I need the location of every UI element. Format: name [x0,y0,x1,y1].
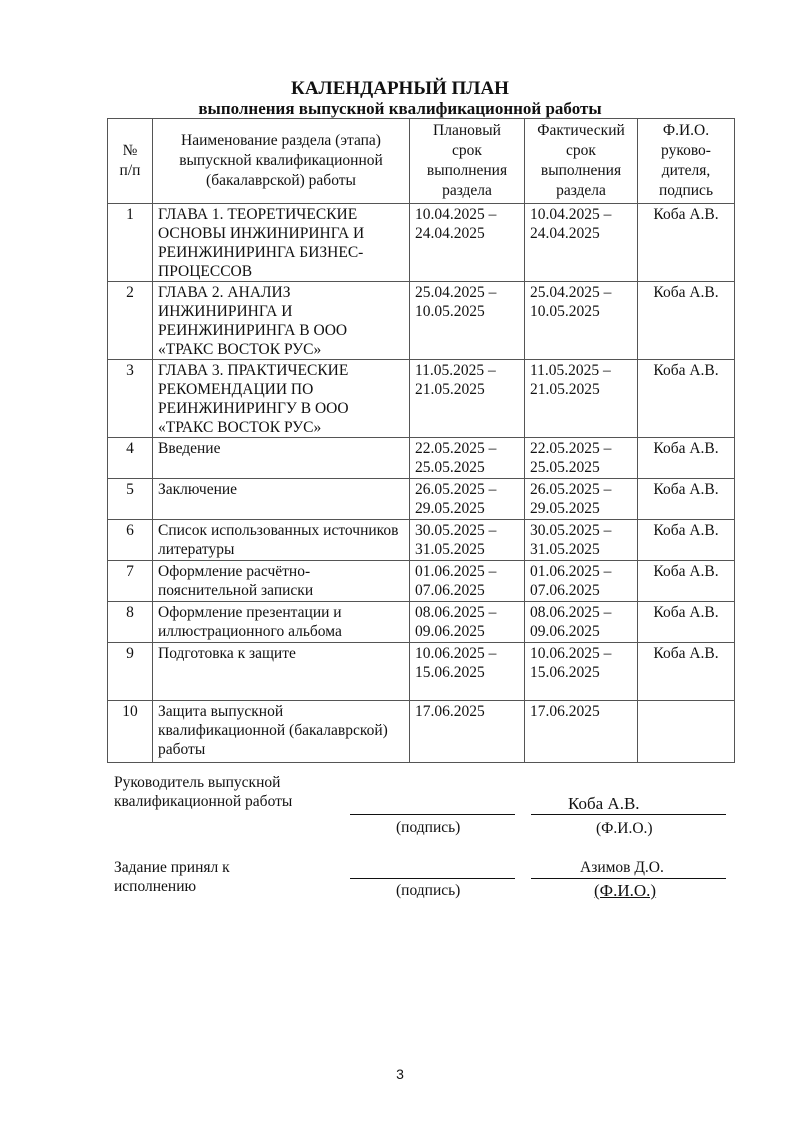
accepted-label-line: Задание принял к [114,859,230,876]
section-name: Оформление презентации и иллюстрационного альбома [153,602,410,643]
section-name: ГЛАВА 1. ТЕОРЕТИЧЕСКИЕ ОСНОВЫ ИНЖИНИРИНГА И РЕИНЖИНИРИНГА БИЗНЕС-ПРОЦЕССОВ [153,204,410,282]
row-number: 1 [108,204,153,282]
header-line: выполнения [540,162,622,179]
header-line: подпись [658,182,714,199]
section-name: Подготовка к защите [153,643,410,701]
row-number: 7 [108,561,153,602]
header-line: (бакалаврской) работы [206,172,356,189]
header-line: выпускной квалификационной [179,152,383,169]
planned-date: 25.04.2025 – 10.05.2025 [410,282,525,360]
header-line: срок [452,142,482,159]
header-line: руково- [661,142,711,159]
header-plan [410,119,525,204]
header-line: Плановый [433,122,501,139]
section-name: Список использованных источников литературы [153,520,410,561]
row-number: 8 [108,602,153,643]
row-number: 5 [108,479,153,520]
supervisor-name: Коба А.В. [568,794,640,813]
table-row [108,479,735,520]
actual-date: 10.04.2025 – 24.04.2025 [525,204,638,282]
actual-date: 17.06.2025 [525,701,638,763]
section-name: Оформление расчётно-пояснительной записки [153,561,410,602]
planned-date: 11.05.2025 – 21.05.2025 [410,360,525,438]
table-row [108,282,735,360]
planned-date: 17.06.2025 [410,701,525,763]
actual-date: 22.05.2025 – 25.05.2025 [525,438,638,479]
header-line: № [122,142,138,159]
supervisor-cell: Коба А.В. [638,520,735,561]
table-row [108,520,735,561]
actual-date: 30.05.2025 – 31.05.2025 [525,520,638,561]
accepted-signature-line [350,878,515,879]
actual-date: 08.06.2025 – 09.06.2025 [525,602,638,643]
planned-date: 30.05.2025 – 31.05.2025 [410,520,525,561]
table-row [108,561,735,602]
row-number: 6 [108,520,153,561]
signature-caption: (подпись) [396,819,461,836]
section-name: ГЛАВА 2. АНАЛИЗ ИНЖИНИРИНГА И РЕИНЖИНИРИНГА В ООО «ТРАКС ВОСТОК РУС» [153,282,410,360]
header-name [153,119,410,204]
planned-date: 08.06.2025 – 09.06.2025 [410,602,525,643]
header-line: срок [566,142,596,159]
supervisor-cell: Коба А.В. [638,204,735,282]
page-subtitle: выполнения выпускной квалификационной работы [198,99,602,118]
actual-date: 26.05.2025 – 29.05.2025 [525,479,638,520]
table-row [108,204,735,282]
section-name: Введение [153,438,410,479]
header-line: Ф.И.О. [662,122,710,139]
supervisor-cell: Коба А.В. [638,561,735,602]
signature-caption: (подпись) [396,882,461,899]
supervisor-cell: Коба А.В. [638,643,735,701]
supervisor-cell: Коба А.В. [638,602,735,643]
row-number: 2 [108,282,153,360]
supervisor-cell: Коба А.В. [638,282,735,360]
supervisor-label-line: Руководитель выпускной [114,774,281,791]
accepted-label [114,858,230,896]
accepted-fio-line [531,878,726,879]
page-number: 3 [396,1066,404,1082]
table-header-row [108,119,735,204]
fio-caption: (Ф.И.О.) [596,820,653,837]
section-name: ГЛАВА 3. ПРАКТИЧЕСКИЕ РЕКОМЕНДАЦИИ ПО РЕИНЖИНИРИНГУ В ООО «ТРАКС ВОСТОК РУС» [153,360,410,438]
section-name: Заключение [153,479,410,520]
supervisor-fio-line [531,814,726,815]
header-line: Наименование раздела (этапа) [181,132,381,149]
supervisor-label [114,773,292,811]
header-line: Фактический [537,122,625,139]
table-row [108,360,735,438]
actual-date: 11.05.2025 – 21.05.2025 [525,360,638,438]
header-num [108,119,153,204]
planned-date: 10.06.2025 – 15.06.2025 [410,643,525,701]
accepted-name: Азимов Д.О. [580,859,664,876]
row-number: 3 [108,360,153,438]
page-title: КАЛЕНДАРНЫЙ ПЛАН [291,78,509,99]
accepted-label-line: исполнению [114,878,197,895]
planned-date: 10.04.2025 – 24.04.2025 [410,204,525,282]
supervisor-cell: Коба А.В. [638,438,735,479]
actual-date: 25.04.2025 – 10.05.2025 [525,282,638,360]
header-line: выполнения [426,162,508,179]
table-row [108,602,735,643]
fio-caption: (Ф.И.О.) [594,881,657,900]
header-line: раздела [442,182,492,199]
calendar-plan-table [107,118,735,763]
actual-date: 10.06.2025 – 15.06.2025 [525,643,638,701]
supervisor-cell: Коба А.В. [638,360,735,438]
planned-date: 22.05.2025 – 25.05.2025 [410,438,525,479]
section-name: Защита выпускной квалификационной (бакалаврской) работы [153,701,410,763]
actual-date: 01.06.2025 – 07.06.2025 [525,561,638,602]
header-line: п/п [119,162,141,179]
table-row [108,438,735,479]
planned-date: 26.05.2025 – 29.05.2025 [410,479,525,520]
supervisor-cell: Коба А.В. [638,479,735,520]
row-number: 10 [108,701,153,763]
planned-date: 01.06.2025 – 07.06.2025 [410,561,525,602]
table-row [108,643,735,701]
supervisor-cell [638,701,735,763]
supervisor-signature-line [350,814,515,815]
supervisor-label-line: квалификационной работы [114,793,293,810]
row-number: 4 [108,438,153,479]
header-fio [638,119,735,204]
header-line: раздела [556,182,606,199]
row-number: 9 [108,643,153,701]
table-row [108,701,735,763]
header-line: дителя, [661,162,711,179]
header-fact [525,119,638,204]
